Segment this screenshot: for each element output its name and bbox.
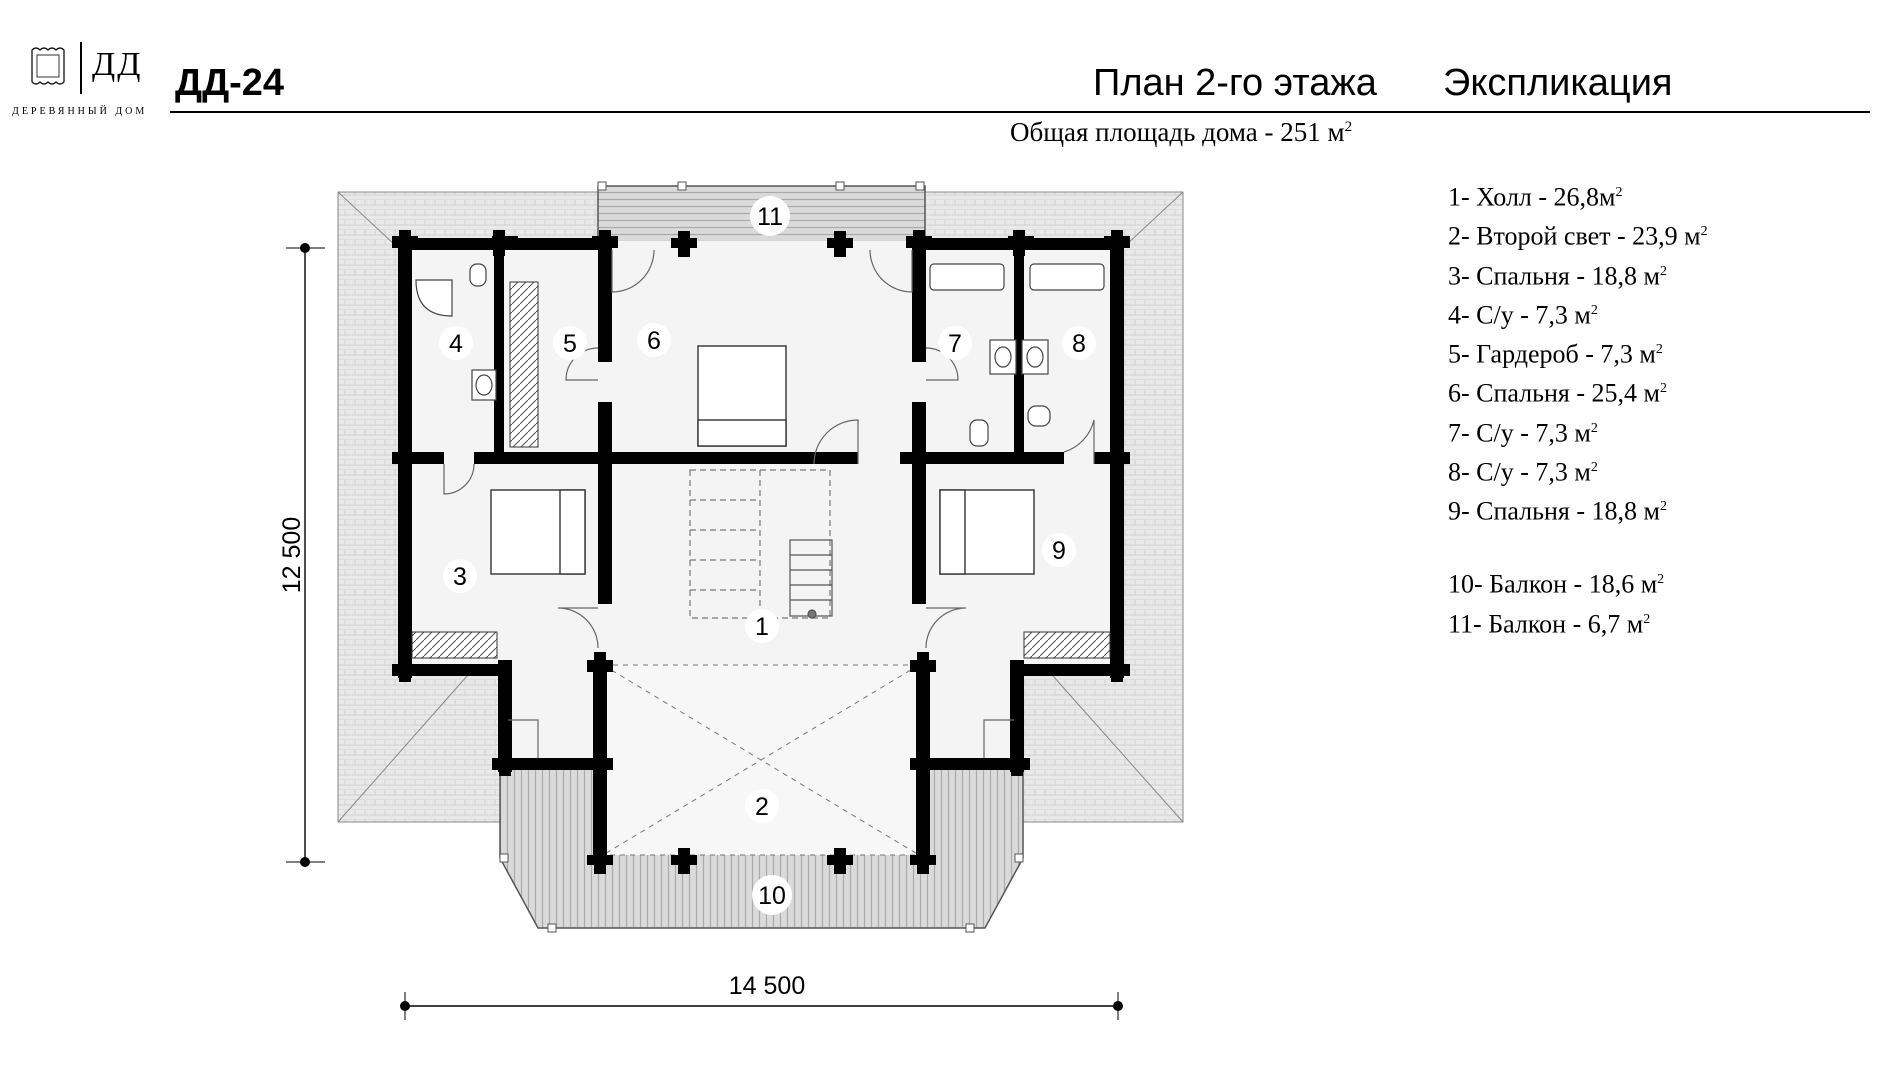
dimension-height [278, 243, 325, 867]
legend-item: 2- Второй свет - 23,9 $м^2$ [1448, 221, 1708, 251]
legend-item: 4- С/у - 7,3 $м^2$ [1448, 300, 1598, 330]
wardrobe-room-9 [1024, 632, 1110, 658]
dimension-width-label: 14 500 [728, 972, 806, 1000]
project-code: ДД-24 [175, 62, 285, 104]
second-light-void [603, 665, 919, 855]
legend-item: 9- Спальня - 18,8 $м^2$ [1448, 496, 1667, 526]
dimension-width [400, 972, 1123, 1020]
logo-letters: ДД [92, 46, 143, 83]
legend-item: 7- С/у - 7,3 $м^2$ [1448, 418, 1598, 448]
legend-item: 8- С/у - 7,3 $м^2$ [1448, 457, 1598, 487]
room-label-8: 8 [1072, 330, 1086, 358]
room-label-11: 11 [757, 203, 783, 231]
legend-item: 5- Гардероб - 7,3 $м^2$ [1448, 339, 1663, 369]
wardrobe-room-3 [412, 632, 497, 658]
dimension-height-label: 12 500 [278, 516, 306, 594]
room-label-6: 6 [647, 327, 661, 355]
logo-subtitle: ДЕРЕВЯННЫЙ ДОМ [12, 106, 148, 117]
room-label-5: 5 [563, 330, 577, 358]
room-label-9: 9 [1052, 537, 1066, 565]
bed-room-6 [698, 346, 786, 446]
room-label-1: 1 [755, 613, 769, 641]
legend-item: 11- Балкон - 6,7 $м^2$ [1448, 609, 1651, 639]
room-label-4: 4 [449, 330, 463, 358]
explication-title: Экспликация [1443, 62, 1673, 104]
room-label-10: 10 [758, 882, 786, 910]
legend-item: 1- Холл - $26,8м^2$ [1448, 182, 1623, 212]
wardrobe [510, 282, 538, 447]
room-label-2: 2 [755, 793, 769, 821]
legend-item: 6- Спальня - 25,4 $м^2$ [1448, 378, 1667, 408]
total-area: Общая площадь дома - 251 $м^2$ [1010, 117, 1353, 147]
room-label-7: 7 [948, 330, 962, 358]
room-label-3: 3 [453, 563, 467, 591]
bed-room-9 [940, 490, 1034, 574]
plan-title: План 2-го этажа [1093, 62, 1377, 104]
legend-item: 3- Спальня - 18,8 $м^2$ [1448, 261, 1667, 291]
legend-item: 10- Балкон - 18,6 $м^2$ [1448, 569, 1665, 599]
bed-room-3 [491, 490, 585, 574]
